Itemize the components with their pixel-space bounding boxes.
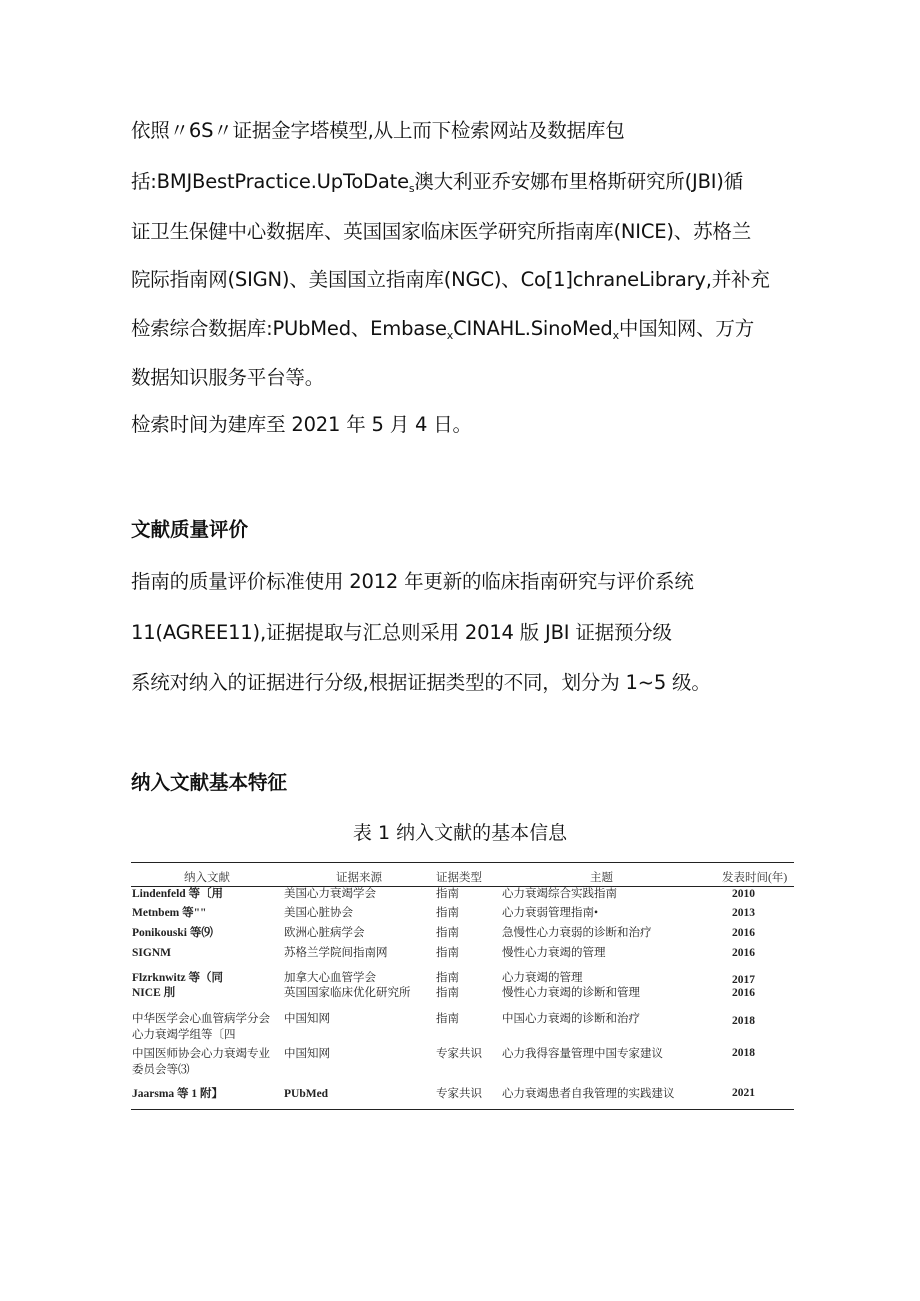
table-cell-source: 英国国家临床优化研究所 [284,987,411,999]
paragraph-line: 证卫生保健中心数据库、英国国家临床医学研究所指南库(NICE)、苏格兰 [131,220,751,243]
subscript: x [612,329,619,342]
section-heading: 文献质量评价 [131,518,249,541]
paragraph-line: 院际指南网(SIGN)、美国国立指南库(NGC)、Co[1]chraneLibrary,并补充 [131,268,770,291]
paragraph-line: 指南的质量评价标准使用 2012 年更新的临床指南研究与评价系统 [131,570,694,593]
table-cell-source: 美国心力衰竭学会 [284,888,376,900]
column-header-source: 证据来源 [336,872,382,884]
table-cell-reference: SIGNM [132,947,171,959]
text-segment: 澳大利亚乔安娜布里格斯研究所(JBI)循 [414,170,744,193]
text-segment: 括:BMJBestPractice.UpToDate [131,170,409,193]
text-segment: 检索综合数据库:PUbMed、Embase [131,317,447,340]
table-cell-topic: 心力我得容量管理中国专家建议 [502,1048,663,1060]
table-cell-topic: 心力衰弱管理指南• [502,907,599,919]
table-cell-year: 2016 [732,987,755,999]
text-segment: CINAHL.SinoMed [453,317,613,340]
table-cell-reference: Metnbem 等"" [132,907,207,919]
table-header-rule [131,886,794,887]
paragraph-line [131,169,743,202]
table-cell-topic: 慢性心力衰竭的管理 [502,947,606,959]
paragraph-line [131,316,754,349]
table-cell-source: 中国知网 [284,1013,330,1025]
table-cell-topic: 急慢性心力衰弱的诊断和治疗 [502,927,652,939]
table-cell-source: 加拿大心血管学会 [284,972,376,984]
table-cell-year: 2017 [732,974,755,986]
table-cell-topic: 心力衰竭综合实践指南 [502,888,617,900]
table-cell-source: 中国知网 [284,1048,330,1060]
table-cell-topic: 慢性心力衰竭的诊断和管理 [502,987,640,999]
table-cell-type: 专家共识 [436,1088,482,1100]
column-header-type: 证据类型 [436,872,482,884]
table-cell-reference: Lindenfeld 等〔用 [132,888,224,900]
paragraph-line: 11(AGREE11),证据提取与汇总则采用 2014 版 JBI 证据预分级 [131,621,672,644]
table-cell-type: 指南 [436,972,459,984]
table-cell-reference: Jaarsma 等 1 附】 [132,1088,224,1100]
reference-text: 中国医师协会心力衰竭专业委员会等⑶ [132,1048,270,1076]
table-cell-type: 指南 [436,1013,459,1025]
paragraph-line: 系统对纳入的证据进行分级,根据证据类型的不同，划分为 1~5 级。 [131,671,711,694]
table-cell-type: 指南 [436,947,459,959]
table-cell-reference: Ponikouski 等⑼ [132,927,213,939]
table-cell-reference: NICE 刖 [132,987,176,999]
table-cell-topic: 中国心力衰竭的诊断和治疗 [502,1013,640,1025]
table-cell-type: 指南 [436,907,459,919]
table-cell-source: 欧洲心脏病学会 [284,927,365,939]
reference-text: 中华医学会心血管病学分会心力衰竭学组等〔四 [132,1013,270,1041]
table-cell-year: 2021 [732,1087,755,1099]
paragraph-line: 检索时间为建库至 2021 年 5 月 4 日。 [131,413,472,436]
text-segment: 中国知网、万方 [618,317,755,340]
table-cell-topic: 心力衰竭的管理 [502,972,583,984]
table-cell-source: PUbMed [284,1088,329,1100]
table-top-rule [131,862,794,863]
paragraph-line: 数据知识服务平台等。 [131,366,325,389]
column-header-topic: 主题 [590,872,613,884]
table-cell-year: 2013 [732,907,755,919]
table-cell-year: 2016 [732,947,755,959]
table-cell-year: 2016 [732,927,755,939]
table-bottom-rule [131,1109,794,1110]
table-caption: 表 1 纳入文献的基本信息 [352,822,568,844]
table-cell-year: 2010 [732,888,755,900]
column-header-reference: 纳入文献 [184,872,230,884]
subscript: x [446,329,454,342]
column-header-year: 发表时间(年) [722,872,788,884]
table-cell-year: 2018 [732,1015,755,1027]
table-cell-reference: Flzrknwitz 等（同 [132,972,224,984]
subscript: s [408,182,415,195]
table-cell-type: 指南 [436,987,459,999]
table-cell-source: 苏格兰学院间指南网 [284,947,388,959]
table-cell-type: 指南 [436,927,459,939]
paragraph-line: 依照〃6S〃证据金字塔模型,从上而下检索网站及数据库包 [131,119,625,142]
table-cell-reference [132,1046,272,1078]
table-cell-year: 2018 [732,1047,755,1059]
table-cell-topic: 心力衰竭患者自我管理的实践建议 [502,1088,675,1100]
section-heading: 纳入文献基本特征 [131,771,288,794]
table-cell-source: 美国心脏协会 [284,907,353,919]
table-cell-type: 专家共识 [436,1048,482,1060]
table-cell-reference [132,1011,272,1043]
table-cell-type: 指南 [436,888,459,900]
